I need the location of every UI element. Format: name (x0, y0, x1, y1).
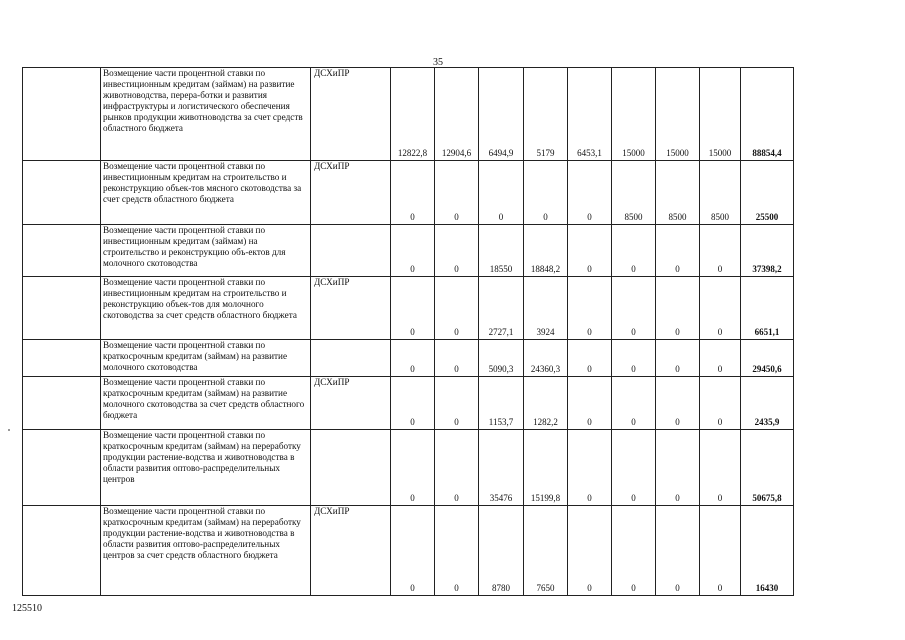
value-cell: 0 (612, 377, 656, 430)
value-cell: 0 (391, 377, 435, 430)
value-cell: 0 (700, 506, 741, 596)
executor-cell: ДСХиПР (311, 506, 391, 596)
value-cell: 2727,1 (479, 277, 524, 340)
value-cell: 12904,6 (435, 68, 479, 161)
value-cell: 0 (524, 161, 568, 225)
total-cell: 50675,8 (741, 430, 794, 506)
measure-description: Возмещение части процентной ставки по инвестиционным кредитам на строительство и реконструкцию объек-тов мясного скотоводства за счет средств областного бюджета (101, 161, 311, 225)
page-number: 35 (433, 57, 443, 68)
measure-description: Возмещение части процентной ставки по инвестиционным кредитам (займам) на строительство и реконструкцию объ-ектов для молочного скотоводства (101, 225, 311, 277)
value-cell: 12822,8 (391, 68, 435, 161)
value-cell: 0 (656, 430, 700, 506)
value-cell: 35476 (479, 430, 524, 506)
value-cell: 0 (656, 277, 700, 340)
measure-description: Возмещение части процентной ставки по краткосрочным кредитам (займам) на развитие молочного скотоводства (101, 340, 311, 377)
measure-description: Возмещение части процентной ставки по инвестиционным кредитам на строительство и реконструкцию объек-тов для молочного скотоводства за счет средств областного бюджета (101, 277, 311, 340)
value-cell: 18848,2 (524, 225, 568, 277)
executor-cell (311, 225, 391, 277)
executor-cell: ДСХиПР (311, 68, 391, 161)
value-cell: 0 (568, 377, 612, 430)
measure-description: Возмещение части процентной ставки по краткосрочным кредитам (займам) на переработку продукции растение-водства и животноводства в области развития оптово-распределительных центров (101, 430, 311, 506)
value-cell: 0 (435, 277, 479, 340)
table-row (23, 68, 794, 161)
total-cell: 16430 (741, 506, 794, 596)
value-cell: 0 (435, 377, 479, 430)
blank-cell (23, 277, 101, 340)
value-cell: 0 (656, 225, 700, 277)
value-cell: 3924 (524, 277, 568, 340)
total-cell: 29450,6 (741, 340, 794, 377)
table-row (23, 430, 794, 506)
blank-cell (23, 430, 101, 506)
value-cell: 6453,1 (568, 68, 612, 161)
value-cell: 0 (391, 161, 435, 225)
value-cell: 0 (700, 340, 741, 377)
executor-cell: ДСХиПР (311, 277, 391, 340)
blank-cell (23, 340, 101, 377)
document-code: 125510 (12, 603, 42, 614)
value-cell: 1153,7 (479, 377, 524, 430)
value-cell: 0 (656, 340, 700, 377)
value-cell: 0 (656, 506, 700, 596)
value-cell: 8500 (656, 161, 700, 225)
blank-cell (23, 161, 101, 225)
measure-description: Возмещение части процентной ставки по инвестиционным кредитам (займам) на развитие животноводства, перера-ботки и развития инфраструктуры и логистического обеспечения рынков продукции животноводства за счет средств областного бюджета (101, 68, 311, 161)
value-cell: 18550 (479, 225, 524, 277)
value-cell: 15000 (656, 68, 700, 161)
budget-table (22, 67, 794, 596)
blank-cell (23, 377, 101, 430)
value-cell: 0 (700, 225, 741, 277)
total-cell: 37398,2 (741, 225, 794, 277)
value-cell: 7650 (524, 506, 568, 596)
table-row (23, 506, 794, 596)
total-cell: 6651,1 (741, 277, 794, 340)
executor-cell (311, 430, 391, 506)
value-cell: 0 (612, 225, 656, 277)
value-cell: 0 (568, 161, 612, 225)
value-cell: 0 (479, 161, 524, 225)
blank-cell (23, 506, 101, 596)
value-cell: 1282,2 (524, 377, 568, 430)
value-cell: 0 (568, 277, 612, 340)
value-cell: 5179 (524, 68, 568, 161)
value-cell: 0 (391, 225, 435, 277)
value-cell: 0 (391, 340, 435, 377)
executor-cell: ДСХиПР (311, 161, 391, 225)
value-cell: 0 (435, 161, 479, 225)
table-row (23, 377, 794, 430)
value-cell: 6494,9 (479, 68, 524, 161)
blank-cell (23, 68, 101, 161)
value-cell: 0 (568, 506, 612, 596)
value-cell: 0 (568, 340, 612, 377)
value-cell: 0 (612, 430, 656, 506)
total-cell: 88854,4 (741, 68, 794, 161)
value-cell: 0 (435, 340, 479, 377)
value-cell: 0 (391, 430, 435, 506)
value-cell: 0 (435, 506, 479, 596)
value-cell: 0 (612, 340, 656, 377)
total-cell: 25500 (741, 161, 794, 225)
measure-description: Возмещение части процентной ставки по краткосрочным кредитам (займам) на развитие молочного скотоводства за счет средств областного бюджета (101, 377, 311, 430)
value-cell: 0 (435, 430, 479, 506)
value-cell: 0 (700, 277, 741, 340)
value-cell: 0 (656, 377, 700, 430)
value-cell: 8500 (612, 161, 656, 225)
value-cell: 0 (568, 430, 612, 506)
scan-speck (8, 429, 10, 431)
table-row (23, 277, 794, 340)
value-cell: 0 (612, 277, 656, 340)
table-row (23, 225, 794, 277)
value-cell: 15000 (612, 68, 656, 161)
value-cell: 24360,3 (524, 340, 568, 377)
value-cell: 8780 (479, 506, 524, 596)
executor-cell: ДСХиПР (311, 377, 391, 430)
total-cell: 2435,9 (741, 377, 794, 430)
value-cell: 15000 (700, 68, 741, 161)
table-row (23, 161, 794, 225)
value-cell: 0 (568, 225, 612, 277)
table-row (23, 340, 794, 377)
value-cell: 0 (700, 430, 741, 506)
measure-description: Возмещение части процентной ставки по краткосрочным кредитам (займам) на переработку продукции растение-водства и животноводства в области развития оптово-распределительных центров за счет средств областного бюджета (101, 506, 311, 596)
value-cell: 5090,3 (479, 340, 524, 377)
executor-cell (311, 340, 391, 377)
value-cell: 15199,8 (524, 430, 568, 506)
value-cell: 8500 (700, 161, 741, 225)
value-cell: 0 (391, 277, 435, 340)
blank-cell (23, 225, 101, 277)
value-cell: 0 (435, 225, 479, 277)
value-cell: 0 (612, 506, 656, 596)
value-cell: 0 (391, 506, 435, 596)
value-cell: 0 (700, 377, 741, 430)
